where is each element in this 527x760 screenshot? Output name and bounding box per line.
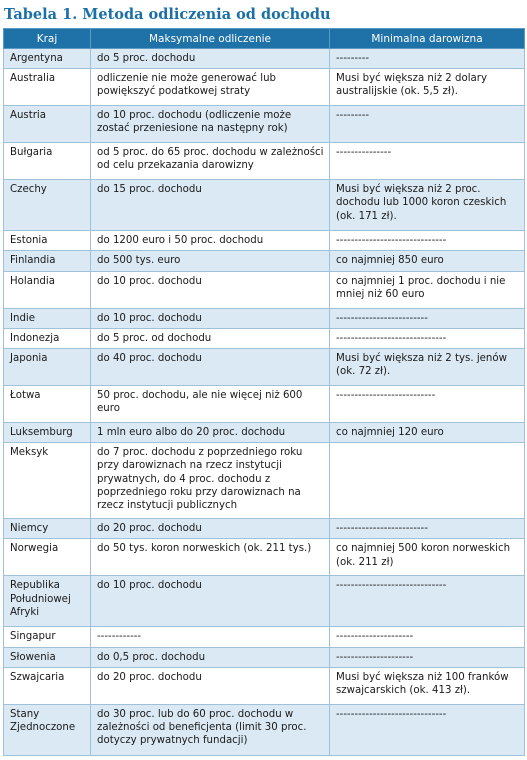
table-row [4,251,525,271]
cell-min-donation: co najmniej 850 euro [330,251,525,271]
table-title: Tabela 1. Metoda odliczenia od dochodu [4,6,331,23]
column-header-max-deduction: Maksymalne odliczenie [91,29,330,49]
cell-min-donation: ------------------------------ [330,328,525,348]
cell-min-donation: --------- [330,106,525,143]
cell-country: Czechy [4,180,91,231]
cell-min-donation: --------------- [330,143,525,180]
cell-max-deduction: do 10 proc. dochodu (odliczenie może zostać przeniesione na następny rok) [91,106,330,143]
cell-min-donation: Musi być większa niż 2 tys. jenów (ok. 72 zł). [330,349,525,386]
cell-max-deduction: 50 proc. dochodu, ale nie więcej niż 600 euro [91,386,330,423]
cell-min-donation: ------------------------- [330,308,525,328]
cell-max-deduction: do 10 proc. dochodu [91,576,330,627]
table-row [4,271,525,308]
cell-country: Finlandia [4,251,91,271]
cell-max-deduction: do 40 proc. dochodu [91,349,330,386]
cell-country: Indonezja [4,328,91,348]
cell-max-deduction: do 20 proc. dochodu [91,667,330,704]
table-row [4,328,525,348]
cell-max-deduction: do 30 proc. lub do 60 proc. dochodu w zależności od beneficjenta (limit 30 proc. dotyczy prywatnych fundacji) [91,704,330,755]
cell-min-donation: ------------------------------ [330,704,525,755]
cell-min-donation: ------------------------- [330,519,525,539]
table-row [4,443,525,519]
cell-country: Meksyk [4,443,91,519]
cell-min-donation: --------------------- [330,647,525,667]
cell-country: Luksemburg [4,423,91,443]
cell-max-deduction: do 10 proc. dochodu [91,271,330,308]
table-row [4,143,525,180]
table-body [4,49,525,756]
cell-min-donation: Musi być większa niż 2 proc. dochodu lub 1000 koron czeskich (ok. 171 zł). [330,180,525,231]
cell-max-deduction: ------------ [91,627,330,647]
table-row [4,423,525,443]
cell-max-deduction: do 20 proc. dochodu [91,519,330,539]
cell-country: Estonia [4,231,91,251]
cell-country: Słowenia [4,647,91,667]
table-row [4,647,525,667]
table-row [4,539,525,576]
cell-max-deduction: odliczenie nie może generować lub powiększyć podatkowej straty [91,69,330,106]
cell-min-donation: ------------------------------ [330,231,525,251]
table-row [4,180,525,231]
cell-min-donation: Musi być większa niż 100 franków szwajcarskich (ok. 413 zł). [330,667,525,704]
table-row [4,106,525,143]
cell-country: Holandia [4,271,91,308]
table-row [4,308,525,328]
cell-min-donation: --------------------------- [330,386,525,423]
table-row [4,349,525,386]
cell-max-deduction: 1 mln euro albo do 20 proc. dochodu [91,423,330,443]
cell-country: Łotwa [4,386,91,423]
cell-max-deduction: do 50 tys. koron norweskich (ok. 211 tys.) [91,539,330,576]
table-row [4,231,525,251]
cell-country: Niemcy [4,519,91,539]
cell-max-deduction: do 0,5 proc. dochodu [91,647,330,667]
cell-max-deduction: do 15 proc. dochodu [91,180,330,231]
cell-min-donation: ------------------------------ [330,576,525,627]
cell-min-donation: --------- [330,49,525,69]
cell-max-deduction: do 7 proc. dochodu z poprzedniego roku przy darowiznach na rzecz instytucji prywatnych, do 4 proc. dochodu z poprzedniego roku przy darowiznach na rzecz instytucji publicznych [91,443,330,519]
cell-country: Szwajcaria [4,667,91,704]
cell-min-donation: co najmniej 500 koron norweskich (ok. 211 zł) [330,539,525,576]
deduction-table [3,28,525,756]
table-row [4,576,525,627]
cell-country: Stany Zjednoczone [4,704,91,755]
cell-max-deduction: do 500 tys. euro [91,251,330,271]
column-header-min-donation: Minimalna darowizna [330,29,525,49]
column-header-country: Kraj [4,29,91,49]
cell-min-donation: Musi być większa niż 2 dolary australijskie (ok. 5,5 zł). [330,69,525,106]
cell-country: Australia [4,69,91,106]
cell-country: Indie [4,308,91,328]
cell-min-donation [330,443,525,519]
table-row [4,704,525,755]
cell-country: Norwegia [4,539,91,576]
cell-country: Bułgaria [4,143,91,180]
header-row [4,29,525,49]
table-row [4,386,525,423]
cell-min-donation: --------------------- [330,627,525,647]
table-row [4,49,525,69]
cell-max-deduction: do 10 proc. dochodu [91,308,330,328]
table-row [4,627,525,647]
cell-country: Argentyna [4,49,91,69]
cell-min-donation: co najmniej 120 euro [330,423,525,443]
cell-max-deduction: do 5 proc. od dochodu [91,328,330,348]
cell-min-donation: co najmniej 1 proc. dochodu i nie mniej niż 60 euro [330,271,525,308]
cell-country: Austria [4,106,91,143]
cell-max-deduction: do 5 proc. dochodu [91,49,330,69]
table-row [4,519,525,539]
table-row [4,667,525,704]
cell-max-deduction: od 5 proc. do 65 proc. dochodu w zależności od celu przekazania darowizny [91,143,330,180]
cell-max-deduction: do 1200 euro i 50 proc. dochodu [91,231,330,251]
cell-country: Japonia [4,349,91,386]
cell-country: Singapur [4,627,91,647]
cell-country: Republika Południowej Afryki [4,576,91,627]
table-row [4,69,525,106]
